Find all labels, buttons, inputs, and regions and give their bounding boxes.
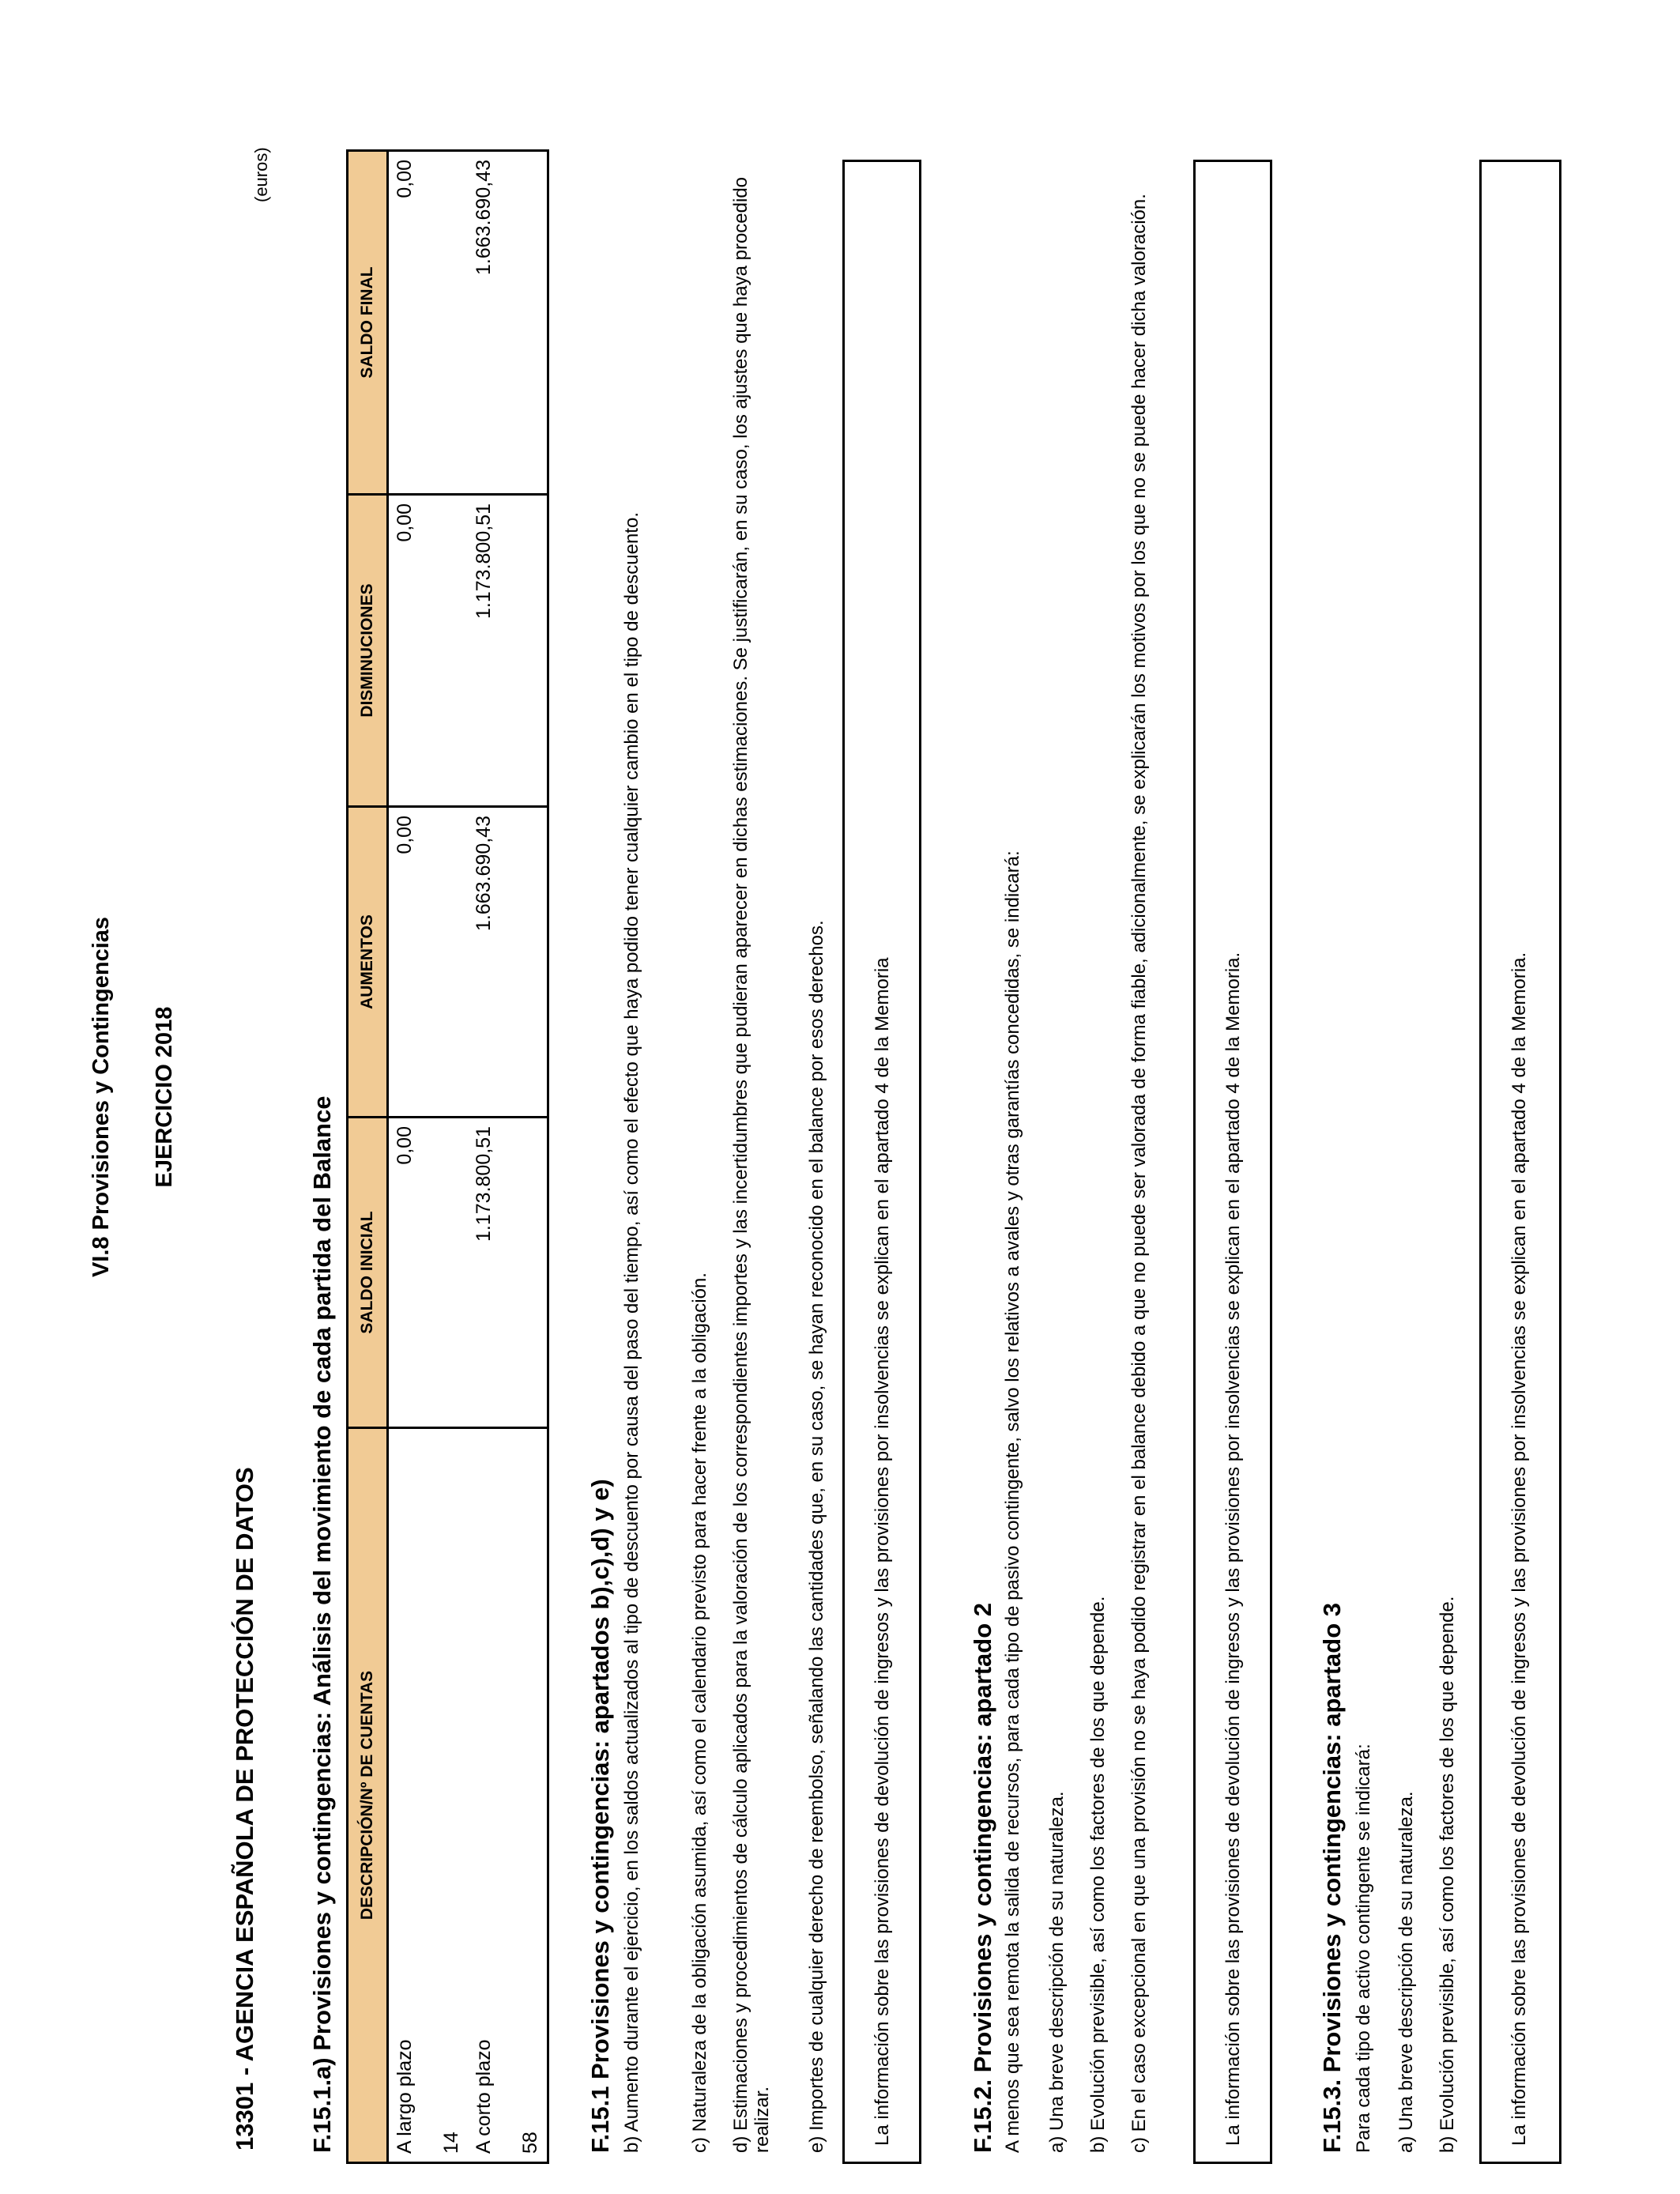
row-description: A largo plazo bbox=[394, 2039, 416, 2154]
provisions-balance-table bbox=[346, 149, 549, 2164]
f153-intro: Para cada tipo de activo contingente se indicará: bbox=[1353, 1744, 1374, 2153]
column-header-saldo-final: SALDO FINAL bbox=[348, 151, 388, 495]
disminuciones-cell: 0,00 bbox=[388, 495, 469, 807]
f152-item-a: a) Una breve descripción de su naturaleza. bbox=[1046, 1791, 1068, 2153]
row-description-cell bbox=[388, 1428, 469, 2163]
column-header-saldo-inicial: SALDO INICIAL bbox=[348, 1118, 388, 1428]
table-header-row bbox=[348, 151, 388, 2163]
column-header-aumentos: AUMENTOS bbox=[348, 807, 388, 1118]
f152-note-text: La información sobre las provisiones de devolución de ingresos y las provisiones por insolvencias se explican en el apartado 4 de la Memoria. bbox=[1222, 952, 1244, 2146]
column-header-description: DESCRIPCIÓN/Nº DE CUENTAS bbox=[348, 1428, 388, 2163]
currency-note: (euros) bbox=[251, 147, 271, 202]
disminuciones-cell: 1.173.800,51 bbox=[468, 495, 548, 807]
f152-item-b: b) Evolución previsible, así como los factores de los que depende. bbox=[1087, 1596, 1109, 2153]
aumentos-cell: 1.663.690,43 bbox=[468, 807, 548, 1118]
saldo-inicial-cell: 0,00 bbox=[388, 1118, 469, 1428]
f152-note-box bbox=[1193, 160, 1272, 2164]
section-title-f153: F.15.3. Provisiones y contingencias: apartado 3 bbox=[1318, 1602, 1346, 2153]
f153-note-text: La información sobre las provisiones de devolución de ingresos y las provisiones por insolvencias se explican en el apartado 4 de la Memoria. bbox=[1509, 952, 1530, 2146]
section-title-f152: F.15.2. Provisiones y contingencias: apartado 2 bbox=[969, 1602, 996, 2153]
saldo-final-cell: 0,00 bbox=[388, 151, 469, 495]
table-row bbox=[468, 151, 548, 2163]
f153-item-a: a) Una breve descripción de su naturaleza. bbox=[1396, 1791, 1417, 2153]
f151-note-box bbox=[842, 160, 921, 2164]
section-title-f151: F.15.1 Provisiones y contingencias: apartados b),c),d) y e) bbox=[586, 1479, 614, 2153]
f151-item-d: d) Estimaciones y procedimientos de cálculo aplicados para la valoración de los correspondientes importes y las incertidumbres que pudieran aparecer en dichas estimaciones. Se justificarán, en su caso, los ajustes que haya procedido realizar. bbox=[730, 176, 773, 2153]
page-title: VI.8 Provisiones y Contingencias bbox=[89, 916, 114, 1278]
aumentos-cell: 0,00 bbox=[388, 807, 469, 1118]
f151-note-text: La información sobre las provisiones de devolución de ingresos y las provisiones por insolvencias se explican en el apartado 4 de la Memoria bbox=[872, 957, 893, 2146]
row-description: A corto plazo bbox=[473, 2039, 495, 2154]
saldo-inicial-cell: 1.173.800,51 bbox=[468, 1118, 548, 1428]
column-header-disminuciones: DISMINUCIONES bbox=[348, 495, 388, 807]
f151-item-e: e) Importes de cualquier derecho de reembolso, señalando las cantidades que, en su caso, se hayan reconocido en el balance por esos derechos. bbox=[806, 920, 827, 2153]
entity-name: 13301 - AGENCIA ESPAÑOLA DE PROTECCIÓN DE DATOS bbox=[231, 1467, 258, 2151]
f153-note-box bbox=[1479, 160, 1561, 2164]
f153-item-b: b) Evolución previsible, así como los factores de los que depende. bbox=[1437, 1596, 1458, 2153]
row-account-number: 58 bbox=[519, 2132, 541, 2154]
f151-item-c: c) Naturaleza de la obligación asumida, así como el calendario previsto para hacer frente a la obligación. bbox=[689, 1272, 710, 2153]
row-description-cell bbox=[468, 1428, 548, 2163]
f152-item-c: c) En el caso excepcional en que una provisión no se haya podido registrar en el balance debido a que no puede ser valorada de forma fiable, adicionalmente, se explicarán los motivos por los que no se puede hacer dicha valoración. bbox=[1128, 194, 1150, 2153]
f152-intro: A menos que sea remota la salida de recursos, para cada tipo de pasivo contingente, salvo los relativos a avales y otras garantías concedidas, se indicará: bbox=[1002, 850, 1023, 2153]
row-account-number: 14 bbox=[440, 2132, 462, 2154]
section-title-f151a: F.15.1.a) Provisiones y contingencias: Análisis del movimiento de cada partida del Balance bbox=[308, 1095, 336, 2153]
f151-item-b: b) Aumento durante el ejercicio, en los saldos actualizados al tipo de descuento por causa del paso del tiempo, así como el efecto que haya podido tener cualquier cambio en el tipo de descuento. bbox=[621, 512, 642, 2153]
saldo-final-cell: 1.663.690,43 bbox=[468, 151, 548, 495]
fiscal-year-title: EJERCICIO 2018 bbox=[152, 1006, 177, 1188]
table-row bbox=[388, 151, 469, 2163]
